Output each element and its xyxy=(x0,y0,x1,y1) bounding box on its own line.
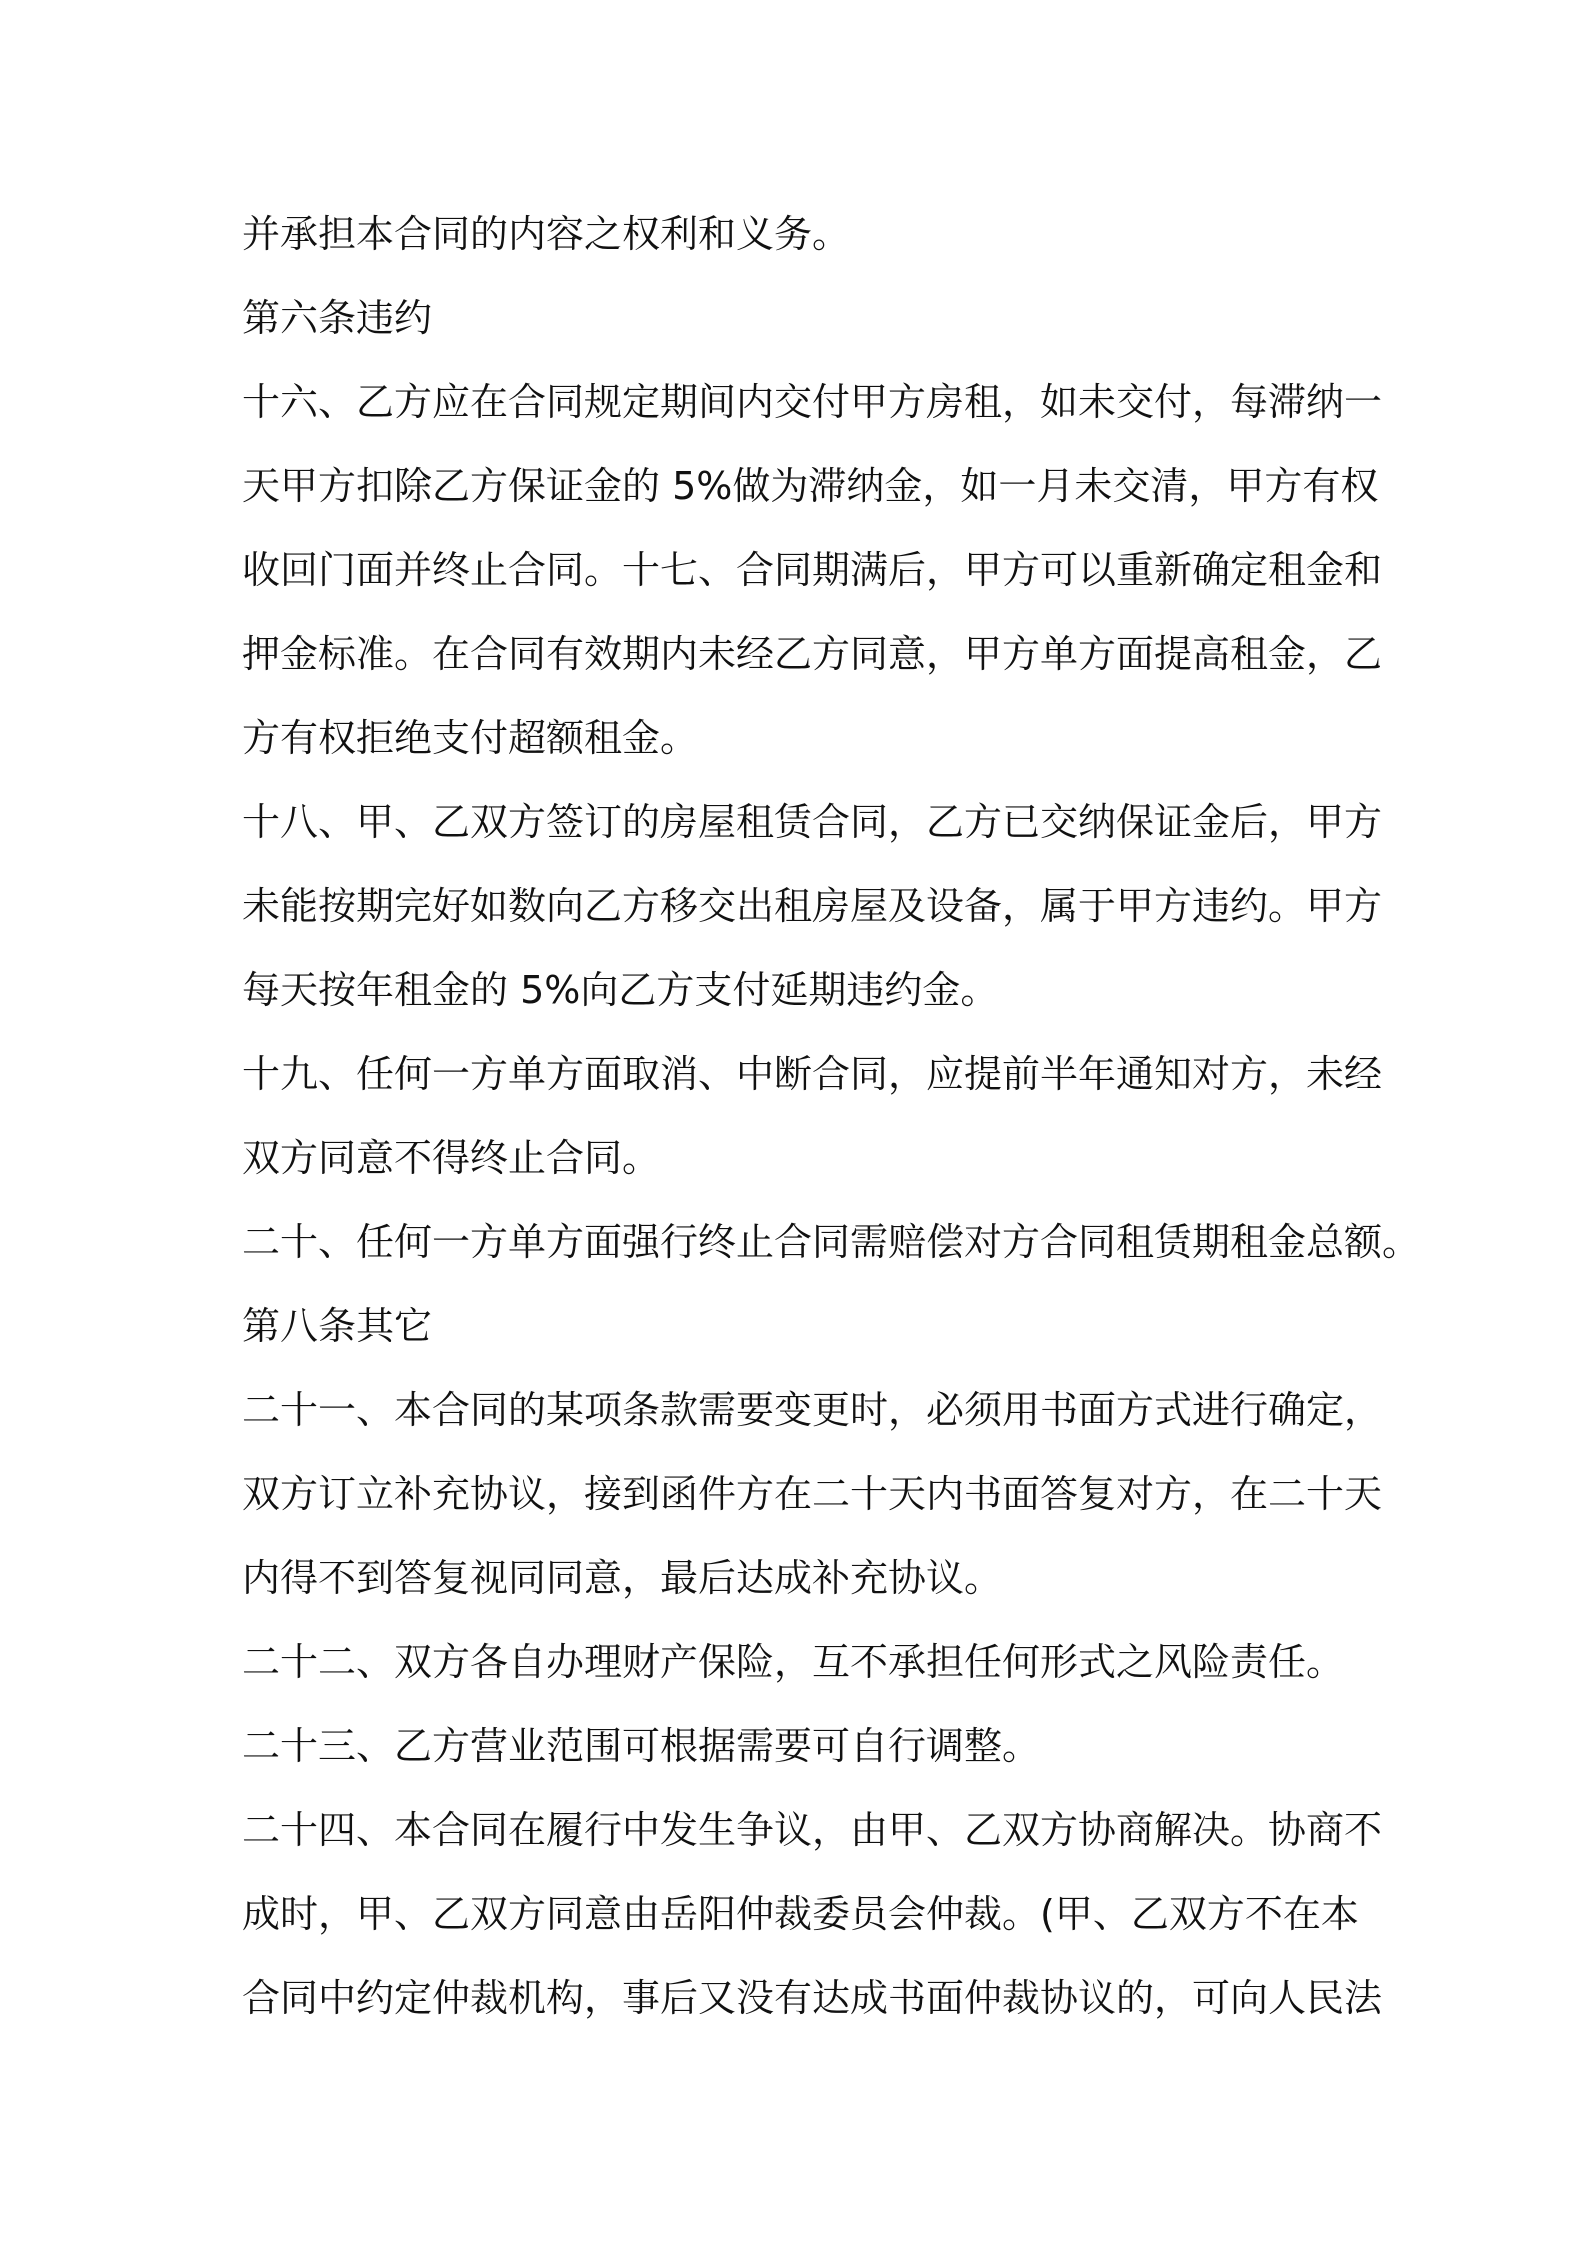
text-line: 并承担本合同的内容之权利和义务。 xyxy=(242,212,851,256)
text-line: 合同中约定仲裁机构，事后又没有达成书面仲裁协议的，可向人民法 xyxy=(242,1976,1383,2020)
text-line: 二十一、本合同的某项条款需要变更时，必须用书面方式进行确定， xyxy=(242,1388,1383,1432)
section-heading: 第六条违约 xyxy=(242,296,433,340)
text-line: 二十四、本合同在履行中发生争议，由甲、乙双方协商解决。协商不 xyxy=(242,1808,1383,1852)
text-line: 十八、甲、乙双方签订的房屋租赁合同，乙方已交纳保证金后，甲方 xyxy=(242,800,1383,844)
text-line: 成时，甲、乙双方同意由岳阳仲裁委员会仲裁。(甲、乙双方不在本 xyxy=(242,1892,1359,1936)
text-line: 方有权拒绝支付超额租金。 xyxy=(242,716,699,760)
text-line: 每天按年租金的 5%向乙方支付延期违约金。 xyxy=(242,968,999,1012)
text-line: 天甲方扣除乙方保证金的 5%做为滞纳金，如一月未交清，甲方有权 xyxy=(242,464,1379,508)
document-body xyxy=(242,192,1421,2040)
text-line: 二十三、乙方营业范围可根据需要可自行调整。 xyxy=(242,1724,1041,1768)
text-line: 内得不到答复视同同意，最后达成补充协议。 xyxy=(242,1556,1003,1600)
text-line: 二十、任何一方单方面强行终止合同需赔偿对方合同租赁期租金总额。 xyxy=(242,1220,1421,1264)
text-line: 未能按期完好如数向乙方移交出租房屋及设备，属于甲方违约。甲方 xyxy=(242,884,1383,928)
text-line: 二十二、双方各自办理财产保险，互不承担任何形式之风险责任。 xyxy=(242,1640,1345,1684)
text-line: 双方同意不得终止合同。 xyxy=(242,1136,661,1180)
text-line: 十六、乙方应在合同规定期间内交付甲方房租，如未交付，每滞纳一 xyxy=(242,380,1383,424)
section-heading: 第八条其它 xyxy=(242,1304,433,1348)
text-line: 双方订立补充协议，接到函件方在二十天内书面答复对方，在二十天 xyxy=(242,1472,1383,1516)
text-line: 收回门面并终止合同。十七、合同期满后，甲方可以重新确定租金和 xyxy=(242,548,1383,592)
text-line: 十九、任何一方单方面取消、中断合同，应提前半年通知对方，未经 xyxy=(242,1052,1383,1096)
text-line: 押金标准。在合同有效期内未经乙方同意，甲方单方面提高租金，乙 xyxy=(242,632,1383,676)
